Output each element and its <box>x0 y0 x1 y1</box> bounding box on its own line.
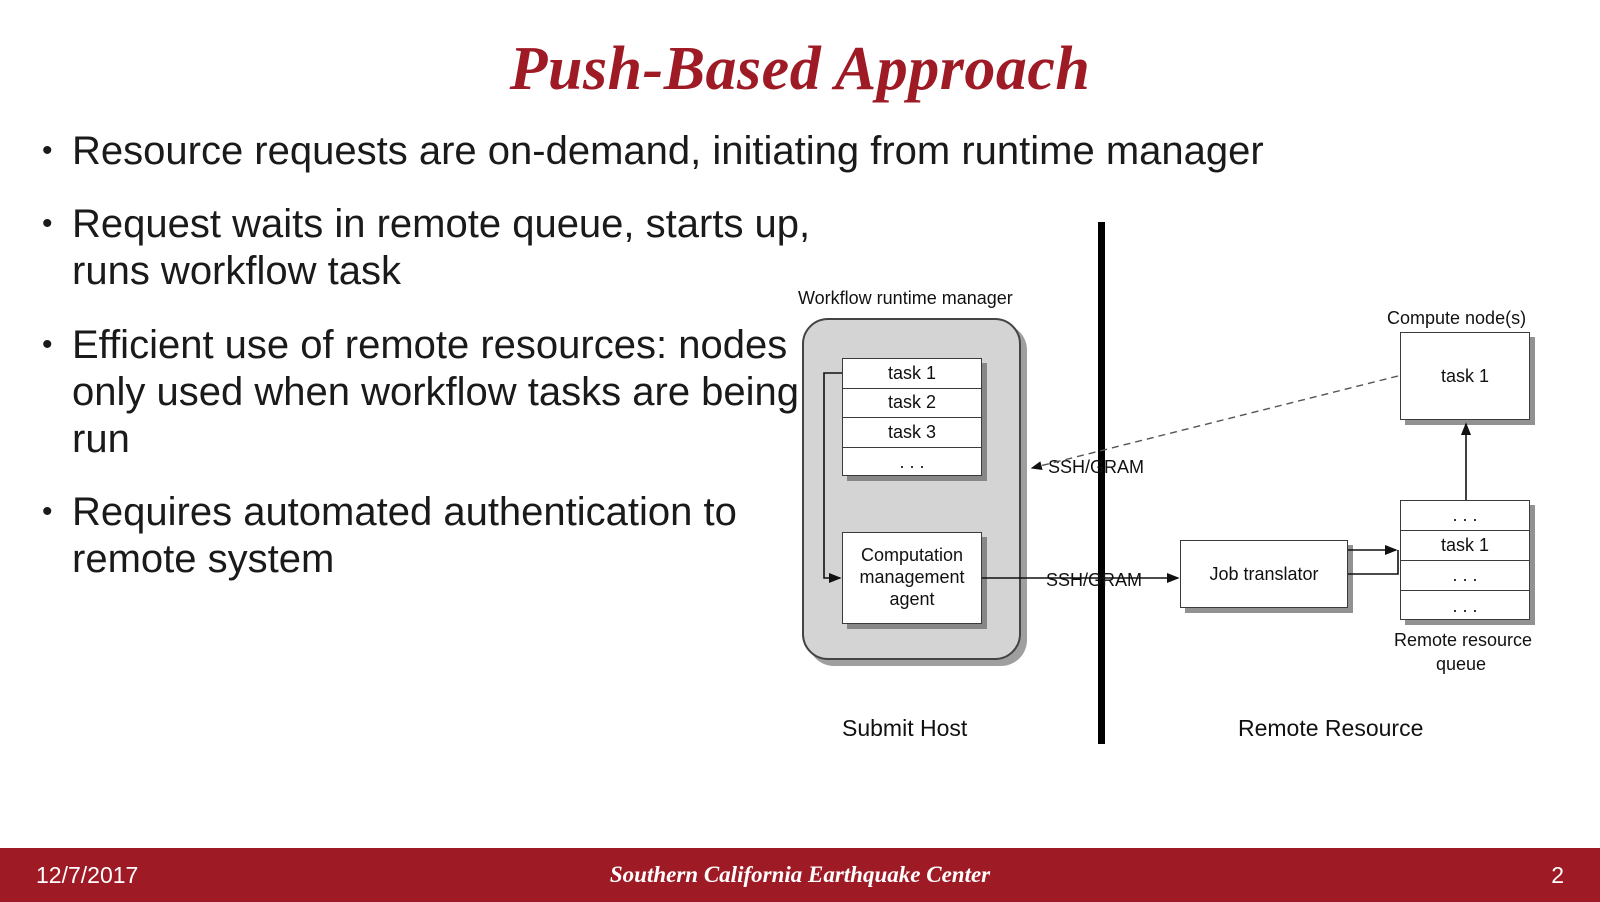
table-row: task 1 <box>1401 531 1529 561</box>
list-item <box>42 128 1462 175</box>
table-row: . . . <box>899 451 925 472</box>
table-row: . . . <box>1401 561 1529 591</box>
compute-nodes-label: Compute node(s) <box>1387 308 1527 328</box>
bullet-text: Efficient use of remote resources: nodes only used when workflow tasks are being run <box>72 322 800 461</box>
footer-organization: Southern California Earthquake Center <box>609 862 991 887</box>
ssh-gram-top-label: SSH/GRAM <box>1048 457 1145 477</box>
task-queue-table <box>842 358 982 476</box>
compute-node-task-label: task 1 <box>1440 365 1490 386</box>
computation-management-agent-box <box>842 532 982 624</box>
footer-date: 12/7/2017 <box>36 862 139 888</box>
page-title: Push-Based Approach <box>509 35 1091 103</box>
bullet-text: Resource requests are on-demand, initiating from runtime manager <box>72 129 1264 173</box>
footer-page-number: 2 <box>1551 862 1564 888</box>
workflow-runtime-manager-label: Workflow runtime manager <box>798 288 1013 308</box>
bullet-marker: • <box>42 495 53 529</box>
list-item <box>42 201 832 295</box>
remote-resource-queue-label-line2: queue <box>1436 654 1487 674</box>
list-item <box>42 489 832 583</box>
bullet-marker: • <box>42 134 53 167</box>
job-translator-box <box>1180 540 1348 608</box>
table-row: task 3 <box>843 418 981 448</box>
architecture-diagram <box>780 210 1580 780</box>
host-boundary-divider <box>1098 222 1105 744</box>
ssh-gram-bottom-label: SSH/GRAM <box>1046 570 1143 590</box>
slide-footer <box>0 848 1600 902</box>
remote-resource-queue-table <box>1400 500 1530 620</box>
cma-line2: management <box>859 567 965 588</box>
list-item <box>42 322 832 464</box>
cma-line1: Computation <box>860 545 964 566</box>
remote-resource-label: Remote Resource <box>1238 715 1424 741</box>
bullet-marker: • <box>42 327 53 361</box>
table-row: . . . <box>1452 595 1478 616</box>
bullet-text: Requires automated authentication to remote system <box>72 490 737 582</box>
submit-host-label: Submit Host <box>842 715 968 741</box>
bullet-text: Request waits in remote queue, starts up, runs workflow task <box>72 202 811 294</box>
cma-line3: agent <box>889 588 935 609</box>
bullet-marker: • <box>42 207 53 241</box>
table-row: task 1 <box>843 359 981 389</box>
remote-resource-queue-label-line1: Remote resource <box>1394 630 1533 650</box>
job-translator-label: Job translator <box>1209 563 1319 584</box>
table-row: . . . <box>1401 501 1529 531</box>
table-row: task 2 <box>843 389 981 419</box>
compute-node-box <box>1400 332 1530 420</box>
